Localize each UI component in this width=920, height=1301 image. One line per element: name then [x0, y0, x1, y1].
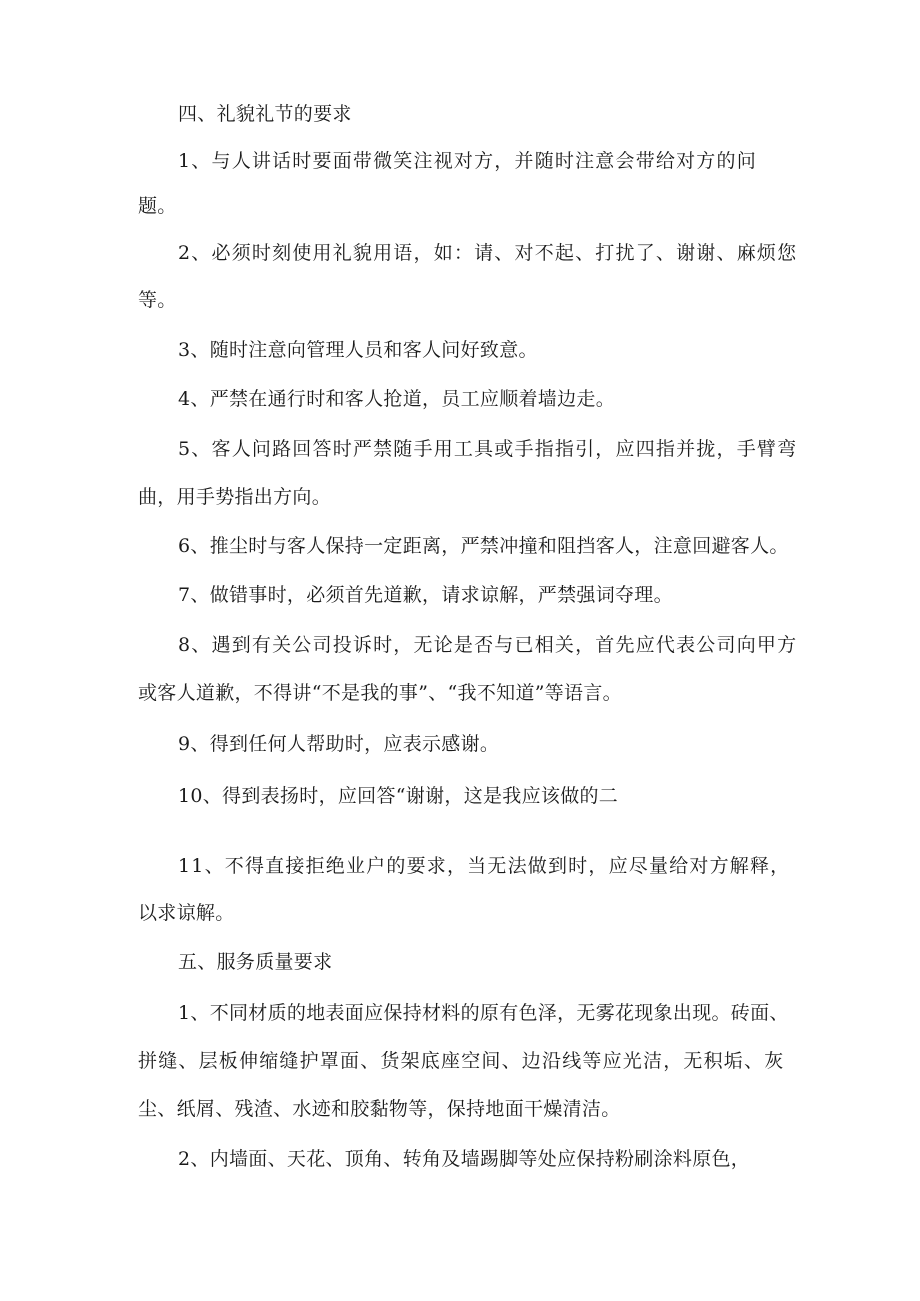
item-8-line-1: 8、遇到有关公司投诉时，无论是否与已相关，首先应代表公司向甲方	[178, 634, 798, 656]
section-4-title: 四、礼貌礼节的要求	[178, 103, 352, 125]
quality-1-line-2: 拼缝、层板伸缩缝护罩面、货架底座空间、边沿线等应光洁，无积垢、灰	[138, 1050, 785, 1072]
quality-2-line-1: 2、内墙面、天花、顶角、转角及墙踢脚等处应保持粉刷涂料原色，	[178, 1148, 751, 1170]
item-2-line-1: 2、必须时刻使用礼貌用语，如：请、对不起、打扰了、谢谢、麻烦您	[178, 242, 798, 264]
item-5-line-1: 5、客人问路回答时严禁随手用工具或手指指引，应四指并拢，手臂弯	[178, 438, 798, 460]
item-7: 7、做错事时，必须首先道歉，请求谅解，严禁强词夺理。	[178, 584, 673, 606]
item-10: 10、得到表扬时，应回答“谢谢，这是我应该做的二	[178, 785, 619, 807]
item-11-line-2: 以求谅解。	[138, 902, 235, 924]
item-9: 9、得到任何人帮助时，应表示感谢。	[178, 733, 500, 755]
item-2-line-2: 等。	[138, 289, 177, 311]
item-3: 3、随时注意向管理人员和客人问好致意。	[178, 339, 538, 361]
item-5-line-2: 曲，用手势指出方向。	[138, 486, 332, 508]
item-1-line-2: 题。	[138, 195, 177, 217]
item-6: 6、推尘时与客人保持一定距离，严禁冲撞和阻挡客人，注意回避客人。	[178, 535, 789, 557]
item-4: 4、严禁在通行时和客人抢道，员工应顺着墙边走。	[178, 388, 615, 410]
quality-1-line-3: 尘、纸屑、残渣、水迹和胶黏物等，保持地面干燥清洁。	[138, 1098, 621, 1120]
quality-1-line-1: 1、不同材质的地表面应保持材料的原有色泽，无雾花现象出现。砖面、	[178, 1002, 789, 1024]
section-5-title: 五、服务质量要求	[178, 951, 333, 973]
item-8-line-2: 或客人道歉，不得讲“不是我的事”、“我不知道”等语言。	[138, 682, 622, 704]
item-1-line-1: 1、与人讲话时要面带微笑注视对方，并随时注意会带给对方的问	[178, 150, 757, 172]
item-11-line-1: 11、不得直接拒绝业户的要求，当无法做到时，应尽量给对方解释，	[178, 855, 791, 877]
